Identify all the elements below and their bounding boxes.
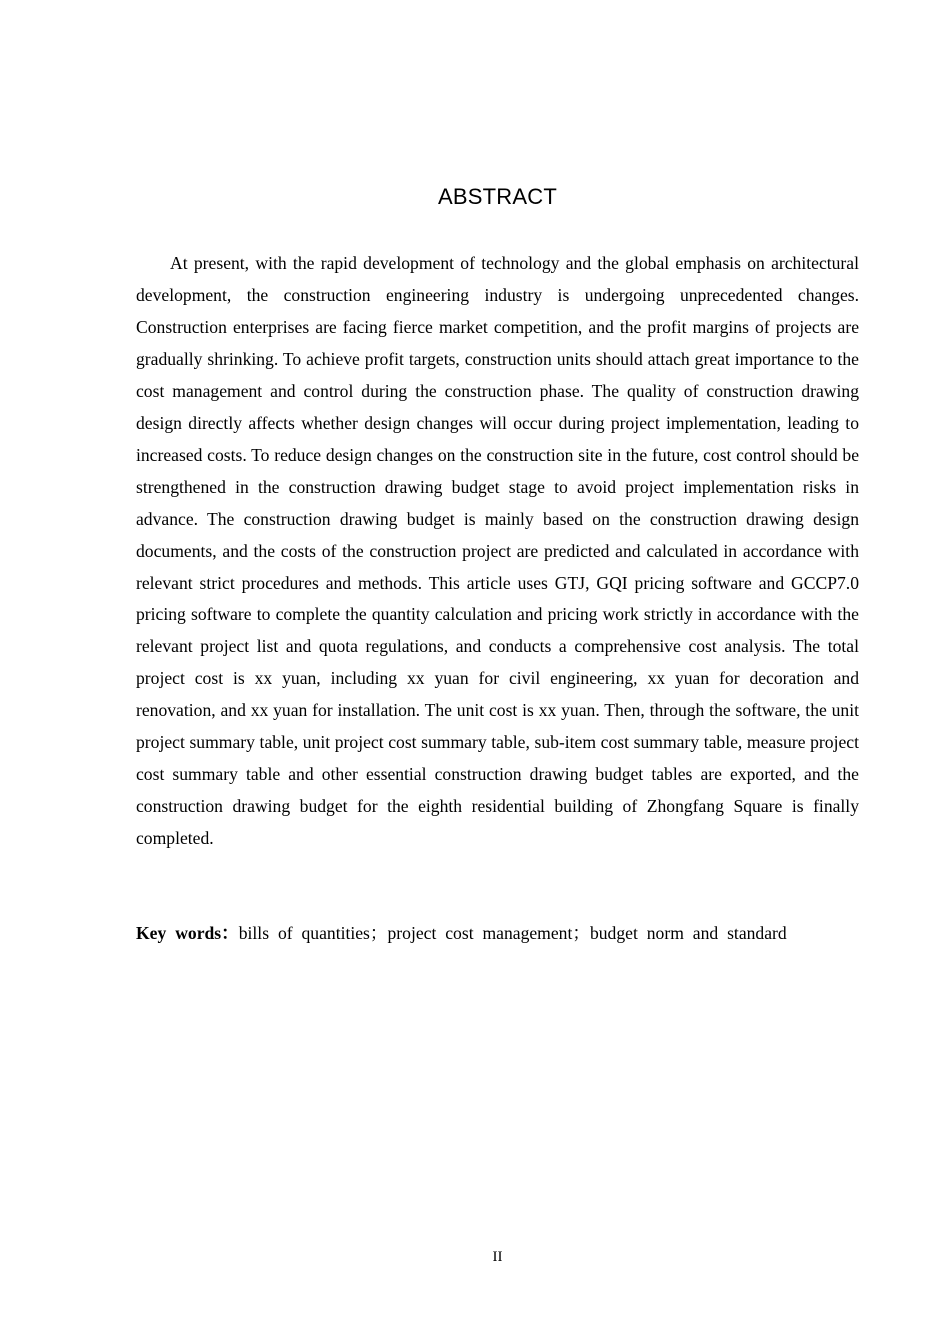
page-title: ABSTRACT [438, 184, 557, 209]
keywords-text: bills of quantities；project cost management；budget norm and standard [238, 923, 787, 943]
abstract-paragraph: At present, with the rapid development of technology and the global emphasis on architectural development, the construction engineering industry is undergoing unprecedented changes. Construction enterprises are facing fierce market competition, and the profit margins of projects are gradually shrinking. To achieve profit targets, construction units should attach great importance to the cost management and control during the construction phase. The quality of construction drawing design directly affects whether design changes will occur during project implementation, leading to increased costs. To reduce design changes on the construction site in the future, cost control should be strengthened in the construction drawing budget stage to avoid project implementation risks in advance. The construction drawing budget is mainly based on the construction drawing design documents, and the costs of the construction project are predicted and calculated in accordance with relevant strict procedures and methods. This article uses GTJ, GQI pricing software and GCCP7.0 pricing software to complete the quantity calculation and pricing work strictly in accordance with the relevant project list and quota regulations, and conducts a comprehensive cost analysis. The total project cost is xx yuan, including xx yuan for civil engineering, xx yuan for decoration and renovation, and xx yuan for installation. The unit cost is xx yuan. Then, through the software, the unit project summary table, unit project cost summary table, sub-item cost summary table, measure project cost summary table and other essential construction drawing budget tables are exported, and the construction drawing budget for the eighth residential building of Zhongfang Square is finally completed. [136, 253, 859, 849]
page-number: II [492, 1249, 503, 1265]
keywords-label: Key words： [136, 923, 239, 943]
keywords-line [136, 918, 876, 948]
